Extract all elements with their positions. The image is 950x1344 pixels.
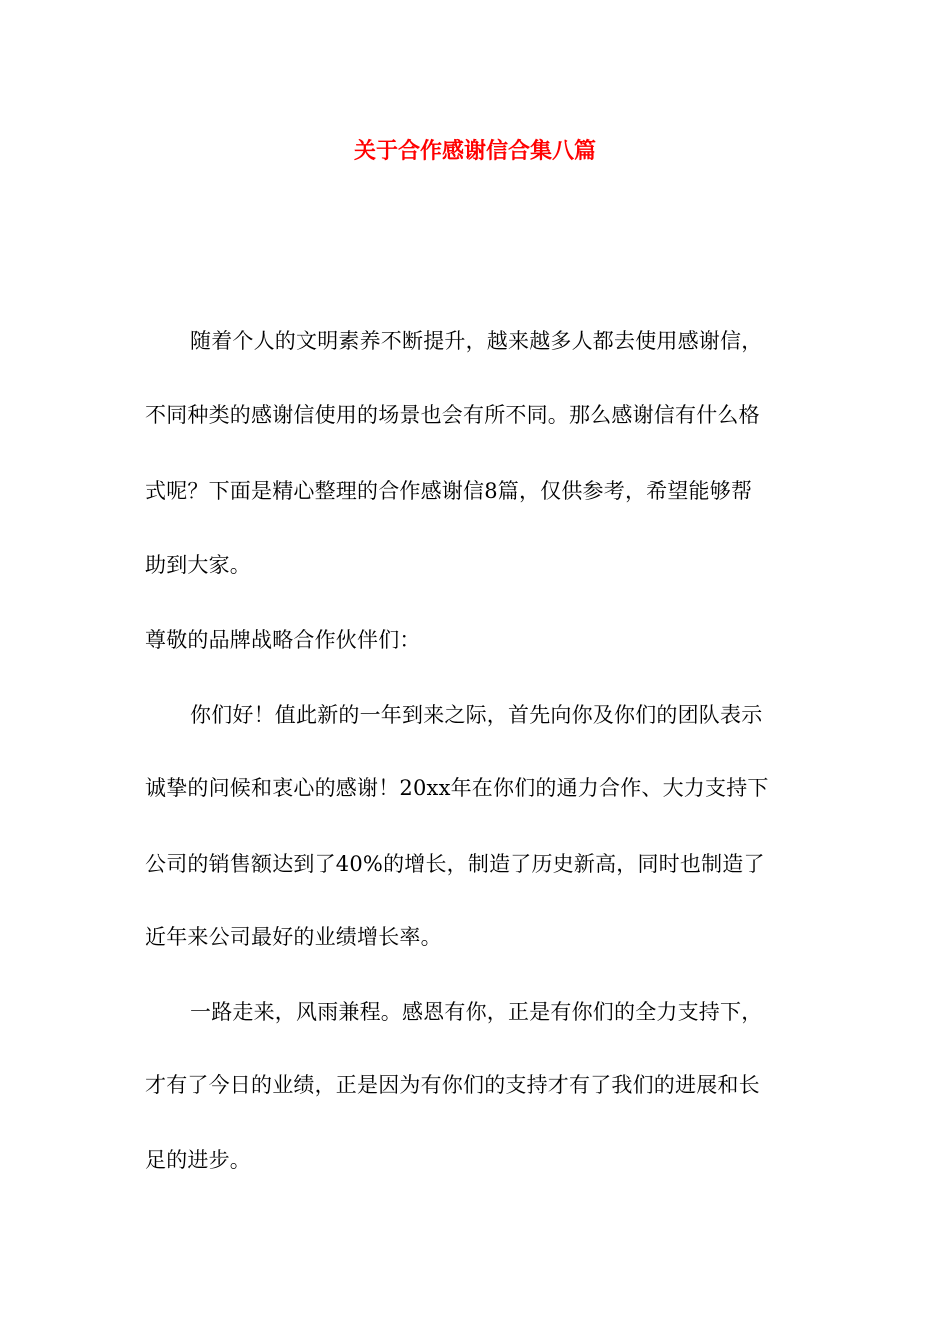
paragraph-line: 诚挚的问候和衷心的感谢！20xx年在你们的通力合作、大力支持下 bbox=[145, 776, 769, 800]
paragraph-line: 才有了今日的业绩，正是因为有你们的支持才有了我们的进展和长 bbox=[145, 1073, 760, 1097]
salutation-line: 尊敬的品牌战略合作伙伴们： bbox=[145, 628, 421, 652]
paragraph-line: 随着个人的文明素养不断提升，越来越多人都去使用感谢信， bbox=[190, 329, 763, 353]
paragraph-line: 你们好！值此新的一年到来之际，首先向你及你们的团队表示 bbox=[190, 703, 763, 727]
paragraph-line: 公司的销售额达到了40%的增长，制造了历史新高，同时也制造了 bbox=[145, 852, 765, 876]
document-title: 关于合作感谢信合集八篇 bbox=[353, 139, 596, 164]
paragraph-line: 足的进步。 bbox=[145, 1148, 251, 1172]
paragraph-line: 不同种类的感谢信使用的场景也会有所不同。那么感谢信有什么格 bbox=[145, 403, 760, 427]
paragraph-line: 式呢？下面是精心整理的合作感谢信8篇，仅供参考，希望能够帮 bbox=[145, 479, 753, 503]
paragraph-line: 近年来公司最好的业绩增长率。 bbox=[145, 925, 442, 949]
paragraph-line: 助到大家。 bbox=[145, 553, 251, 577]
paragraph-line: 一路走来，风雨兼程。感恩有你，正是有你们的全力支持下， bbox=[190, 1000, 763, 1024]
